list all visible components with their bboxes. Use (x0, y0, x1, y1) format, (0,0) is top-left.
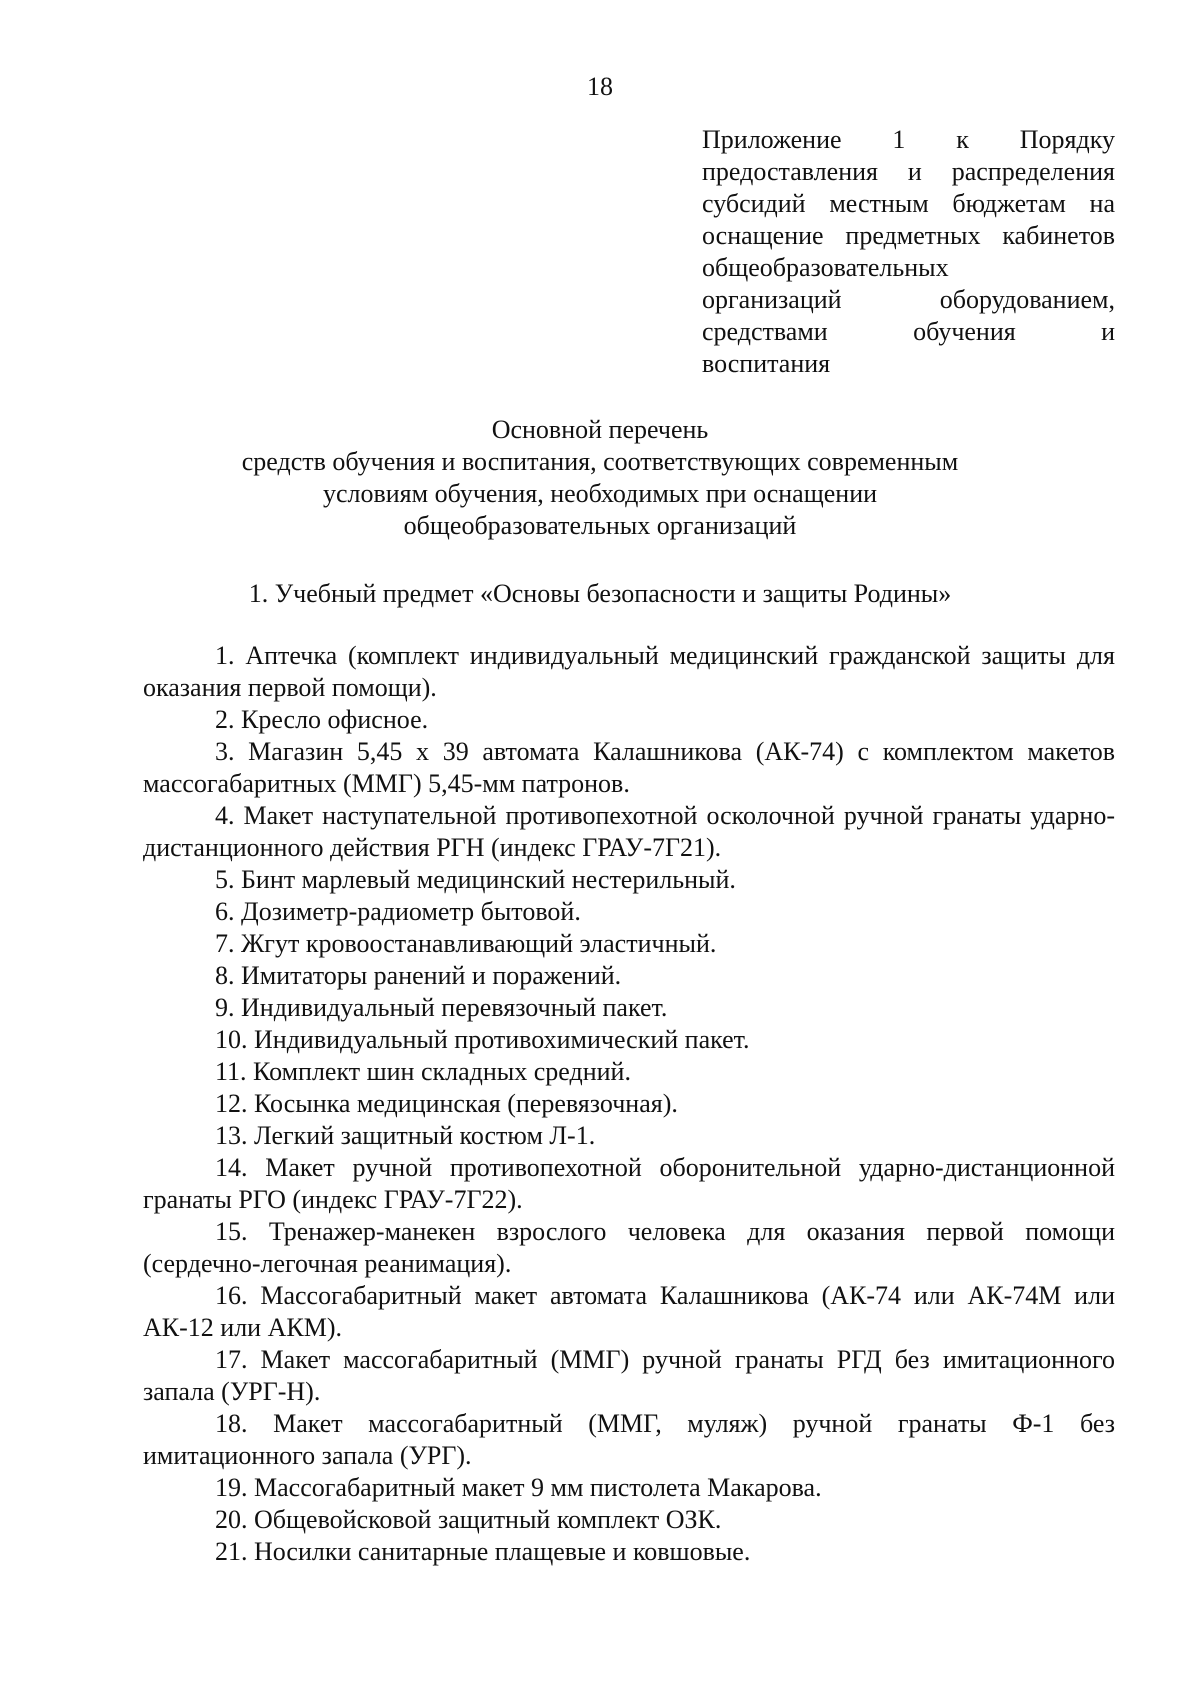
list-item: 11. Комплект шин складных средний. (215, 1057, 631, 1086)
title-line: Основной перечень (491, 415, 709, 444)
list-item: 14. Макет ручной противопехотной оборонительной ударно-дистанционной гранаты РГО (индекс ГРАУ-7Г22). (143, 1153, 1115, 1214)
section-heading: 1. Учебный предмет «Основы безопасности и защиты Родины» (248, 579, 952, 608)
annex-line: Приложение 1 к Порядку (702, 125, 1115, 154)
title-line: условиям обучения, необходимых при оснащении (322, 479, 878, 508)
document-title (0, 414, 1200, 542)
list-item: 21. Носилки санитарные плащевые и ковшовые. (215, 1537, 751, 1566)
list-item: 8. Имитаторы ранений и поражений. (215, 961, 622, 990)
title-line: средств обучения и воспитания, соответствующих современным (241, 447, 959, 476)
annex-line: средствами обучения и (702, 317, 1115, 346)
list-item: 13. Легкий защитный костюм Л-1. (215, 1121, 596, 1150)
list-item: 3. Магазин 5,45 х 39 автомата Калашникова (АК-74) с комплектом макетов массогабаритных (ММГ) 5,45-мм патронов. (143, 737, 1115, 798)
annex-line: предоставления и распределения (702, 157, 1115, 186)
equipment-list (143, 640, 1115, 1568)
page-number: 18 (587, 72, 613, 101)
list-item: 2. Кресло офисное. (215, 705, 429, 734)
list-item: 1. Аптечка (комплект индивидуальный медицинский гражданской защиты для оказания первой помощи). (143, 641, 1115, 702)
list-item: 19. Массогабаритный макет 9 мм пистолета Макарова. (215, 1473, 822, 1502)
annex-header (702, 124, 1115, 380)
annex-line: организаций оборудованием, (702, 285, 1115, 314)
list-item: 7. Жгут кровоостанавливающий эластичный. (215, 929, 717, 958)
list-item: 18. Макет массогабаритный (ММГ, муляж) ручной гранаты Ф-1 без имитационного запала (УРГ). (143, 1409, 1115, 1470)
list-item: 15. Тренажер-манекен взрослого человека для оказания первой помощи (сердечно-легочная реанимация). (143, 1217, 1115, 1278)
list-item: 9. Индивидуальный перевязочный пакет. (215, 993, 668, 1022)
list-item: 6. Дозиметр-радиометр бытовой. (215, 897, 581, 926)
annex-line: оснащение предметных кабинетов (702, 221, 1115, 250)
list-item: 10. Индивидуальный противохимический пакет. (215, 1025, 750, 1054)
list-item: 16. Массогабаритный макет автомата Калашникова (АК-74 или АК-74М или АК-12 или АКМ). (143, 1281, 1115, 1342)
annex-line: воспитания (702, 349, 831, 378)
annex-line: субсидий местным бюджетам на (702, 189, 1115, 218)
list-item: 5. Бинт марлевый медицинский нестерильный. (215, 865, 736, 894)
annex-line: общеобразовательных (702, 253, 949, 282)
list-item: 4. Макет наступательной противопехотной осколочной ручной гранаты ударно-дистанционного действия РГН (индекс ГРАУ-7Г21). (143, 801, 1115, 862)
list-item: 12. Косынка медицинская (перевязочная). (215, 1089, 678, 1118)
list-item: 17. Макет массогабаритный (ММГ) ручной гранаты РГД без имитационного запала (УРГ-Н). (143, 1345, 1115, 1406)
title-line: общеобразовательных организаций (403, 511, 797, 540)
list-item: 20. Общевойсковой защитный комплект ОЗК. (215, 1505, 722, 1534)
